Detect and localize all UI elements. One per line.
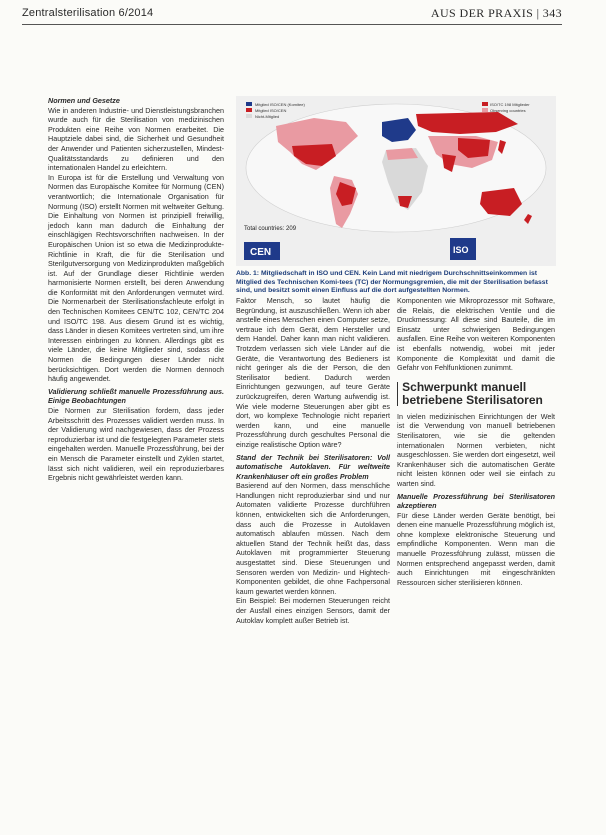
paragraph: Die Normen zur Sterilisation fordern, dass jeder Arbeitsschritt des Prozesses validiert werden muss. In der Validierung wird nachgewiesen, dass der Prozess reproduzierbar ist und die festgelegten Parameter stets eingehalten werden. Manuelle Prozessführung, bei der ein Mensch die Parameter einstellt und Zyklen startet, lässt sich nicht validieren, weil ein reproduzierbares Ergebnis nicht gewährleistet werden kann. [48, 406, 224, 483]
cen-logo-text: CEN [250, 247, 272, 258]
page-header [22, 4, 562, 22]
paragraph: Ein Beispiel: Bei modernen Steuerungen reicht der Ausfall eines einzigen Sensors, damit der Autoklav komplett außer Betrieb ist. [236, 596, 390, 625]
column-left [48, 96, 224, 483]
legend-label: ISO/TC 198 Mitglieder [490, 102, 530, 107]
heading-bar [397, 382, 398, 406]
paragraph: In Europa ist für die Erstellung und Verwaltung von Normen das Europäische Komitee für Normung (CEN) verantwortlich; die Internationale Organisation für Normung (ISO) erstellt Normen mit weltweiter Geltung. Die Einhaltung von Normen ist prinzipiell freiwillig, jedoch kann man dadurch die Einhaltung der einschlägigen Rechtsvorschriften nachweisen. In der Europäischen Union ist so etwa die Medizinprodukte-Richtlinie in Kraft, die für die Sterilisation und Sterilgutversorgung von Medizinprodukten maßgeblich ist. Auf der Grundlage dieser Richtlinie werden harmonisierte Normen erstellt, bei deren Anwendung die Konformität mit den Anforderungen vermutet wird. Die Normenarbeit der Sterilisationsfachleute erfolgt in den Technischen Komitees CEN/TC 102, CEN/TC 204 und ISO/TC 198. Aus diesem Grund ist es wichtig, dass Länder in diesen Komitees vertreten sind, um ihre Interessen einbringen zu können. Allerdings gibt es viele Länder, die keine Mitglieder sind, sodass die Normen die Bedingungen dieser Länder nicht berücksichtigen. Dort werden die Normen dennoch häufig angewendet. [48, 172, 224, 384]
total-label: Total countries: 209 [244, 226, 297, 232]
world-map [236, 96, 556, 266]
paragraph: Faktor Mensch, so lautet häufig die Begründung, ist auszuschließen. Wenn ich aber anstelle eines Menschen einen Computer setze, vertraue ich dem Gerät, dem Hersteller und dem Handel. Daher kann man nicht validieren. Trotzdem verlassen sich viele Länder auf die Geräte, die Verantwortung des Bedieners ist nicht geringer als die der Person, die den Sterilisator bedient. Dadurch werden Einrichtungen gezwungen, auf teure Geräte zurückzugreifen, deren Wartung aufwendig ist. Wie viele moderne Steuerungen aber gibt es dort, wo komplexe Technologie nicht repariert werden kann, und eine manuelle Prozessführung durch geschultes Personal die einzige realistische Option wäre? [236, 296, 390, 449]
cen-logo [244, 242, 280, 260]
paragraph: Wie in anderen Industrie- und Dienstleistungsbranchen wurde auch für die Sterilisation von medizinischen Produkten eine Reihe von Normen erarbeitet. Die Hauptziele dabei sind, die Sicherheit und Gesundheit der Anwender und Patienten sicherzustellen, Mindest-Qualitätsstandards zu definieren und den internationalen Handel zu erleichtern. [48, 105, 224, 173]
caption-text: Mitgliedschaft in ISO und CEN. Kein Land mit niedrigem Durchschnittseinkommen ist Mitglied des Technischen Komi-tees (TC) der Normungsgremien, die mit der Sterilisation befasst sind, und besitzt somit einen Einfluss auf die dort aufgestellten Normen. [236, 270, 548, 295]
subheading: Stand der Technik bei Sterilisatoren: Voll automatische Autoklaven. Für weltweite Krankenhäuser oft ein großes Problem [236, 452, 390, 481]
iso-logo [450, 238, 476, 260]
header-rule [22, 24, 562, 25]
section-heading-text: Schwerpunkt manuell betriebene Sterilisatoren [402, 379, 543, 407]
legend-label: Mitglied ISO/CEN (Komitee) [255, 102, 305, 107]
caption-label: Abb. 1: [236, 270, 260, 277]
journal-name: Zentralsterilisation 6/2014 [22, 7, 154, 19]
section-title: AUS DER PRAXIS | 343 [430, 5, 562, 20]
column-middle [236, 296, 390, 625]
subheading: Normen und Gesetze [48, 96, 120, 105]
legend-right [482, 102, 530, 113]
figure-caption [236, 270, 558, 296]
legend-label: Nicht-Mitglied [255, 114, 280, 119]
world-map-figure [236, 96, 556, 266]
section-heading [397, 381, 555, 407]
iso-logo-text: ISO [453, 245, 469, 255]
paragraph: In vielen medizinischen Einrichtungen der Welt ist die Verwendung von manuell betriebenen Sterilisatoren, wie sie die geltenden internationalen Normen verbieten, nicht ausgeschlossen. Sie werden dort eingesetzt, weil Krankenhäuser sich die automatischen Geräte nicht leisten können oder weil sie einfach zu warten sind. [397, 411, 555, 488]
subheading: Manuelle Prozessführung bei Sterilisatoren akzeptieren [397, 491, 555, 511]
paragraph: Für diese Länder werden Geräte benötigt, bei denen eine manuelle Prozessführung möglich ist, ohne komplexe elektronische Steuerung und empfindliche Komponenten. Wenn man die manuelle Prozessführung zulässt, müssen die Normen entsprechend angepasst werden, damit auch Einrichtungen mit eingeschränkten Ressourcen sicher sterilisieren können. [397, 510, 555, 587]
legend-label: Observing countries [490, 108, 526, 113]
legend-label: Mitglied ISO/CEN [255, 108, 287, 113]
paragraph: Basierend auf den Normen, dass menschliche Handlungen nicht reproduzierbar sind und nur Automaten validierte Prozesse durchführen können, entwickelten sich die Anforderungen, dass auch die Prozesse in Autoklaven automatisch ablaufen müssen. Nach dem aktuellen Stand der Technik heißt das, dass Autoklaven mit programmierter Steuerung ausgestattet sind. Diese Steuerungen und Sensoren werden von Medizin- und Hightech-Komponenten gebildet, die ohne Fachpersonal kaum gewartet werden können. [236, 481, 390, 596]
column-right [397, 296, 555, 587]
paragraph: Komponenten wie Mikroprozessor mit Software, die Relais, die elektrischen Ventile und die Druckmessung: All diese sind Bauteile, die im Einsatz unter schwierigen Bedingungen ausfallen. Eine Reihe von weiteren Komponenten ist ebenfalls notwendig, wobei mit jeder Komponente die Komplexität und damit die Gefahr von Fehlfunktionen zunimmt. [397, 296, 555, 373]
subheading: Validierung schließt manuelle Prozessführung aus. Einige Beobachtungen [48, 386, 224, 406]
